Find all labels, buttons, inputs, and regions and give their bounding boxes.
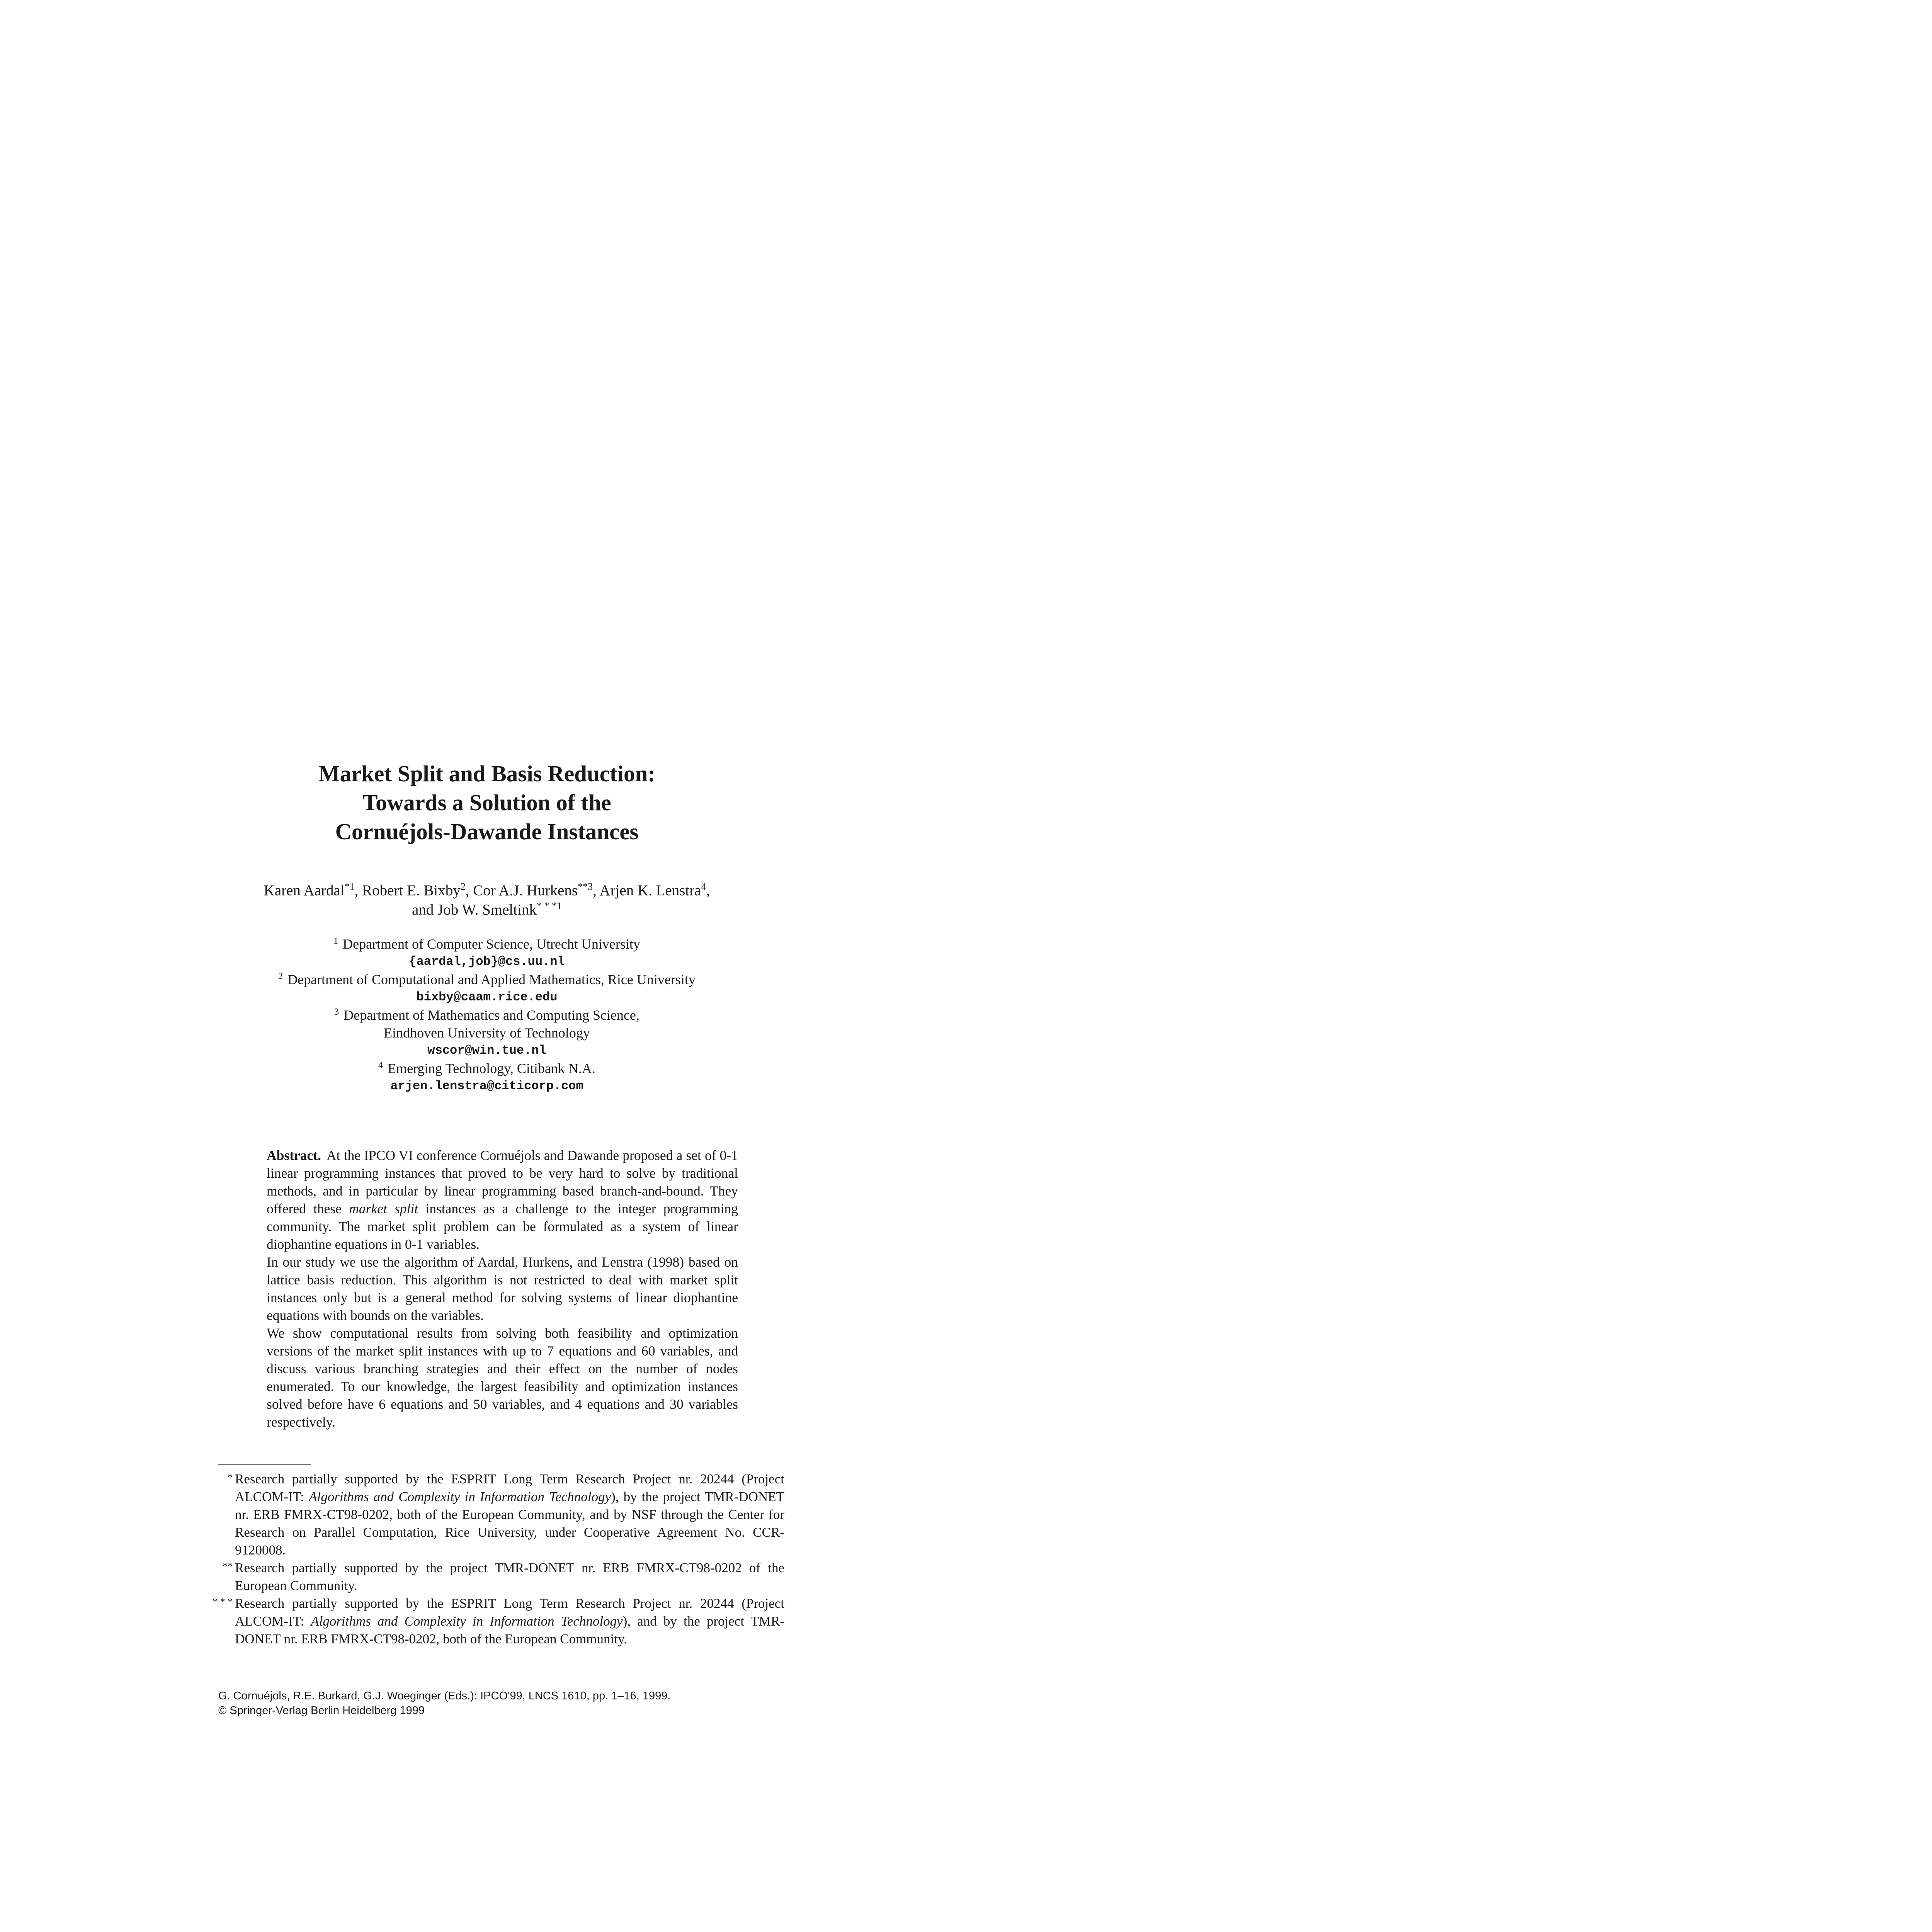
- abstract-paragraph-3: We show computational results from solving both feasibility and optimization versions of the market split instances with up to 7 equations and 60 variables, and discuss various branching strategies and their effect on the number of nodes enumerated. To our knowledge, the largest feasibility and optimization instances solved before have 6 equations and 50 variables, and 4 equations and 30 variables respectively.: [267, 1325, 738, 1430]
- footnote-1: [201, 1470, 784, 1559]
- footnote-mark: * * *: [213, 1596, 233, 1607]
- author-name: Karen Aardal: [264, 882, 345, 899]
- footnote-mark: **: [223, 1561, 233, 1572]
- author-mark: 2: [460, 881, 466, 892]
- title-line-3: Cornuéjols-Dawande Instances: [335, 819, 639, 844]
- abstract-text: At the IPCO VI conference Cornuéjols and Dawande proposed a set of 0-1 linear programming instances that proved to be very hard to solve by traditional methods, and in particular by linear programming based branch-and-bound. They offered these: [267, 1148, 738, 1216]
- title-line-2: Towards a Solution of the: [362, 790, 611, 815]
- author-list: [216, 881, 757, 920]
- affiliation-3: [216, 1006, 757, 1024]
- footnote-text: Research partially supported by the ESPRIT Long Term Research Project nr. 20244 (Project ALCOM-IT:: [235, 1596, 784, 1629]
- author-line-2: [216, 900, 757, 920]
- footnote-rule: [218, 1464, 311, 1465]
- affiliation-1: [216, 935, 757, 953]
- author-name: , Arjen K. Lenstra: [593, 882, 701, 899]
- author-mark: 4: [701, 881, 706, 892]
- footnote-2: [201, 1559, 784, 1595]
- affiliation-email[interactable]: {aardal,job}@cs.uu.nl: [409, 954, 565, 969]
- citation-footer: [218, 1689, 798, 1718]
- title-line-1: Market Split and Basis Reduction:: [318, 761, 655, 786]
- abstract-paragraph-2: In our study we use the algorithm of Aardal, Hurkens, and Lenstra (1998) based on lattice basis reduction. This algorithm is not restricted to deal with market split instances only but is a general method for solving systems of linear diophantine equations with bounds on the variables.: [267, 1254, 738, 1323]
- affiliation-text: Department of Computational and Applied Mathematics, Rice University: [287, 972, 696, 987]
- paper-title: [216, 759, 757, 846]
- footnote-text: ), and by the project TMR-DONET nr. ERB FMRX-CT98-0202, both of the European Community.: [235, 1614, 784, 1646]
- affiliation-email[interactable]: bixby@caam.rice.edu: [416, 990, 558, 1004]
- author-name: and Job W. Smeltink: [412, 901, 537, 918]
- footnote-emphasis: Algorithms and Complexity in Information Technology: [309, 1489, 611, 1504]
- affiliation-text: Department of Computer Science, Utrecht University: [343, 936, 640, 952]
- affiliation-email[interactable]: arjen.lenstra@citicorp.com: [390, 1079, 583, 1093]
- affiliation-mark: 1: [333, 936, 338, 946]
- affiliation-list: [216, 935, 757, 1095]
- footnote-emphasis: Algorithms and Complexity in Information Technology: [311, 1614, 623, 1629]
- author-name: , Robert E. Bixby: [354, 882, 461, 899]
- author-mark: *1: [344, 881, 355, 892]
- affiliation-4: [216, 1060, 757, 1077]
- affiliation-text: Emerging Technology, Citibank N.A.: [388, 1061, 595, 1076]
- abstract-label: Abstract.: [267, 1148, 321, 1163]
- abstract-text: instances as a challenge to the integer programming community. The market split problem can be formulated as a system of linear diophantine equations in 0-1 variables.: [267, 1201, 738, 1252]
- author-name: , Cor A.J. Hurkens: [465, 882, 578, 899]
- author-separator: ,: [706, 882, 710, 899]
- affiliation-mark: 3: [334, 1007, 339, 1017]
- affiliation-email[interactable]: wscor@win.tue.nl: [427, 1043, 546, 1058]
- footnote-3: [201, 1595, 784, 1648]
- author-line-1: [216, 881, 757, 900]
- affiliation-mark: 2: [278, 971, 283, 981]
- affiliation-3-cont: Eindhoven University of Technology: [384, 1025, 590, 1041]
- footnotes: [201, 1470, 784, 1648]
- footnote-text: ), by the project TMR-DONET nr. ERB FMRX-CT98-0202, both of the European Community, and by NSF through the Center for Research on Parallel Computation, Rice University, under Cooperative Agreement No. CCR-9120008.: [235, 1489, 784, 1558]
- affiliation-mark: 4: [378, 1060, 383, 1070]
- abstract-emphasis: market split: [349, 1201, 418, 1216]
- abstract: [267, 1146, 738, 1431]
- copyright-line: © Springer-Verlag Berlin Heidelberg 1999: [218, 1704, 425, 1717]
- footnote-mark: *: [228, 1472, 233, 1483]
- affiliation-text: Department of Mathematics and Computing Science,: [344, 1007, 639, 1023]
- footnote-text: Research partially supported by the project TMR-DONET nr. ERB FMRX-CT98-0202 of the European Community.: [235, 1560, 784, 1593]
- citation-line-1: G. Cornuéjols, R.E. Burkard, G.J. Woeginger (Eds.): IPCO'99, LNCS 1610, pp. 1–16, 1999.: [218, 1690, 671, 1702]
- author-mark: * * *1: [536, 900, 562, 912]
- abstract-paragraph-1: [267, 1146, 738, 1253]
- affiliation-2: [216, 971, 757, 988]
- author-mark: **3: [578, 881, 593, 892]
- footnote-text: Research partially supported by the ESPRIT Long Term Research Project nr. 20244 (Project ALCOM-IT:: [235, 1471, 784, 1504]
